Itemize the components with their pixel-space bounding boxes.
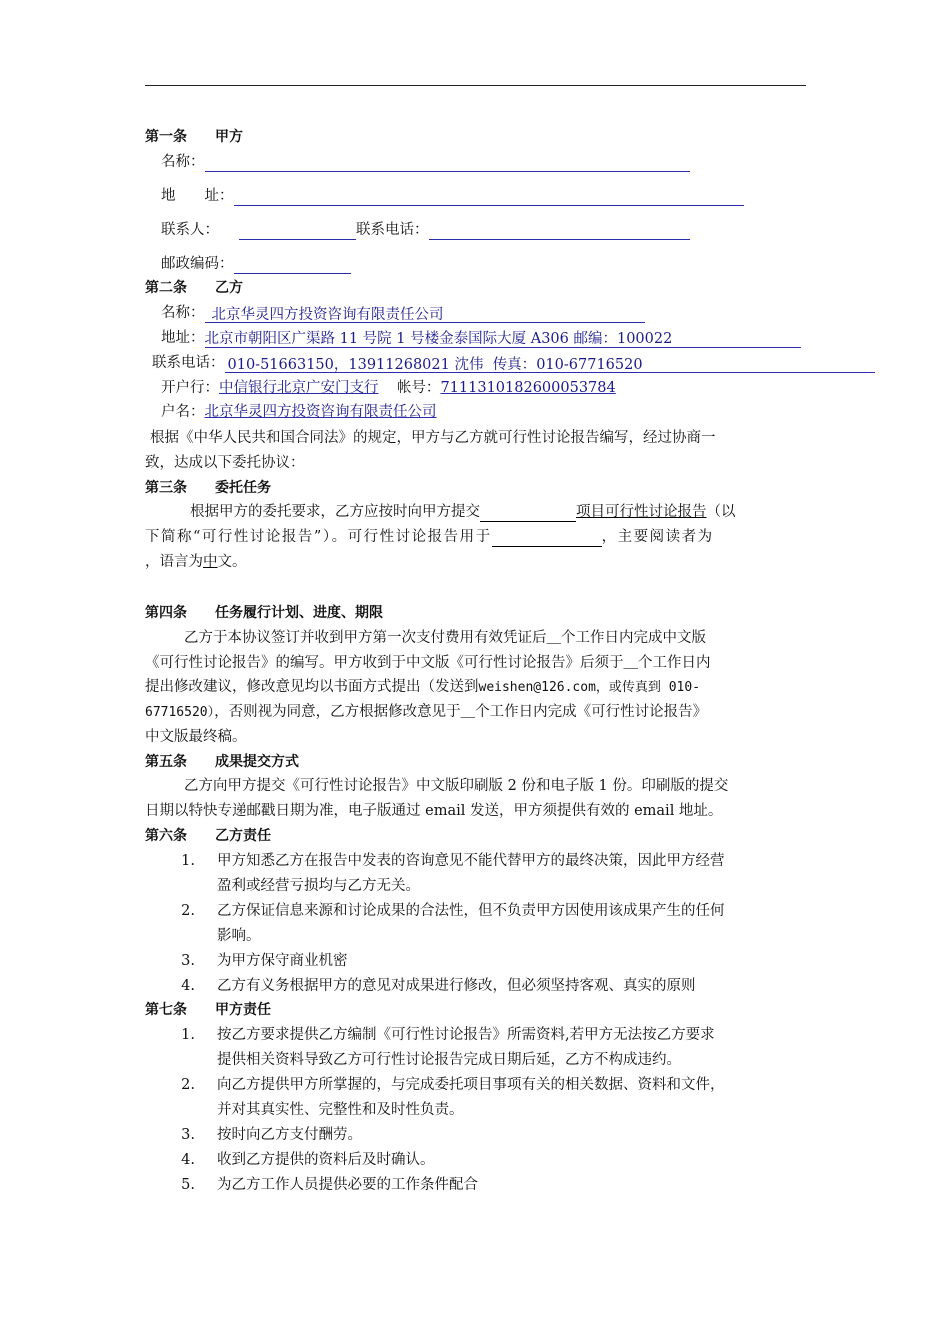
party-a-contact-field[interactable] <box>239 221 356 240</box>
article-3-line-2 <box>145 527 714 547</box>
party-b-holder-value: 北京华灵四方投资咨询有限责任公司 <box>204 404 437 420</box>
article-3-line-3 <box>145 552 247 572</box>
list-item: 为甲方保守商业机密 <box>217 953 348 969</box>
list-item-continued: 影响。 <box>217 928 261 944</box>
list-item: 甲方知悉乙方在报告中发表的咨询意见不能代替甲方的最终决策，因此甲方经营 <box>217 853 725 869</box>
article-3-line-1 <box>190 502 736 522</box>
party-a-address-row <box>161 186 744 206</box>
list-number: 1. <box>181 1027 195 1043</box>
article-4-line-2: 《可行性讨论报告》的编写。甲方收到于中文版《可行性讨论报告》后须于＿个工作日内 <box>145 655 711 671</box>
list-item: 按时向乙方支付酬劳。 <box>217 1127 362 1143</box>
article-4-line-4 <box>145 702 707 723</box>
article-3-text: （以 <box>706 504 736 520</box>
list-item-continued: 并对其真实性、完整性和及时性负责。 <box>217 1102 464 1118</box>
party-b-holder-label: 户名： <box>161 404 205 420</box>
party-b-address-row <box>161 328 801 348</box>
party-a-postcode-row <box>161 254 351 274</box>
article-4-line-3 <box>145 677 700 698</box>
party-a-name-field[interactable] <box>205 153 690 172</box>
party-a-postcode-field[interactable] <box>234 255 351 274</box>
list-number: 2. <box>181 1077 195 1093</box>
article-3-text: ，语言为 <box>145 554 203 570</box>
list-item: 乙方有义务根据甲方的意见对成果进行修改，但必须坚持客观、真实的原则 <box>217 978 696 994</box>
list-item-continued: 提供相关资料导致乙方可行性讨论报告完成日期后延，乙方不构成违约。 <box>217 1052 681 1068</box>
party-b-name-row <box>161 303 645 323</box>
list-item: 为乙方工作人员提供必要的工作条件配合 <box>217 1177 478 1193</box>
report-purpose-field[interactable] <box>492 528 602 547</box>
list-number: 1. <box>181 853 195 869</box>
party-a-name-label: 名称： <box>161 154 205 170</box>
article-2-title: 第二条 乙方 <box>145 280 243 296</box>
party-b-bank-row <box>161 378 616 398</box>
list-number: 4. <box>181 978 195 994</box>
party-b-name-value: 北京华灵四方投资咨询有限责任公司 <box>205 305 645 323</box>
article-4-line-5: 中文版最终稿。 <box>145 729 247 745</box>
article-3-text: 根据甲方的委托要求，乙方应按时向甲方提交 <box>190 504 480 520</box>
party-b-address-value: 北京市朝阳区广渠路 11 号院 1 号楼金泰国际大厦 A306 邮编：100022 <box>205 329 801 348</box>
fax-number: 67716520） <box>145 705 215 720</box>
language-value: 中 <box>203 554 218 570</box>
list-number: 4. <box>181 1152 195 1168</box>
party-b-fax-value: 010-67716520 <box>536 357 643 373</box>
article-1-title: 第一条 甲方 <box>145 129 243 145</box>
party-b-holder-row <box>161 402 437 422</box>
header-rule <box>145 85 806 86</box>
party-a-phone-field[interactable] <box>429 221 690 240</box>
article-4-text: ，否则视为同意，乙方根据修改意见于＿个工作日内完成《可行性讨论报告》 <box>214 704 708 720</box>
article-7-title: 第七条 甲方责任 <box>145 1002 271 1018</box>
party-a-address-label: 地 址： <box>161 188 234 204</box>
list-item: 向乙方提供甲方所掌握的，与完成委托项目事项有关的相关数据、资料和文件， <box>217 1077 725 1093</box>
project-name-field[interactable] <box>480 503 576 522</box>
report-name: 项目可行性讨论报告 <box>576 504 707 520</box>
contact-email: weishen@126.com，或传真到 010- <box>478 680 701 695</box>
list-number: 5. <box>181 1177 195 1193</box>
party-a-postcode-label: 邮政编码： <box>161 256 234 272</box>
party-b-bank-value: 中信银行北京广安门支行 <box>219 380 379 396</box>
list-item: 收到乙方提供的资料后及时确认。 <box>217 1152 435 1168</box>
party-b-bank-label: 开户行： <box>161 380 219 396</box>
list-number: 3. <box>181 1127 195 1143</box>
party-b-phone-value: 010-51663150，13911268021 沈伟 <box>227 357 484 373</box>
article-5-line-1: 乙方向甲方提交《可行性讨论报告》中文版印刷版 2 份和电子版 1 份。印刷版的提交 <box>184 778 729 794</box>
article-5-line-2: 日期以特快专递邮戳日期为准，电子版通过 email 发送，甲方须提供有效的 email 地址。 <box>145 803 723 819</box>
list-item: 按乙方要求提供乙方编制《可行性讨论报告》所需资料,若甲方无法按乙方要求 <box>217 1027 715 1043</box>
article-3-title: 第三条 委托任务 <box>145 480 271 496</box>
list-number: 3. <box>181 953 195 969</box>
intro-line-2: 致，达成以下委托协议： <box>145 455 305 471</box>
article-6-title: 第六条 乙方责任 <box>145 828 271 844</box>
party-b-fax-label: 传真： <box>492 357 537 373</box>
article-4-text: 提出修改建议，修改意见均以书面方式提出（发送到 <box>145 679 479 695</box>
party-b-address-label: 地址： <box>161 330 205 346</box>
article-5-title: 第五条 成果提交方式 <box>145 754 299 770</box>
party-b-phone-label: 联系电话： <box>152 355 225 371</box>
article-4-line-1: 乙方于本协议签订并收到甲方第一次支付费用有效凭证后＿个工作日内完成中文版 <box>184 630 706 646</box>
list-number: 2. <box>181 903 195 919</box>
intro-line-1: 根据《中华人民共和国合同法》的规定，甲方与乙方就可行性讨论报告编写，经过协商一 <box>150 430 716 446</box>
party-b-name-label: 名称： <box>161 305 205 321</box>
party-b-phone-row <box>152 353 875 373</box>
article-3-text: 下简称“可行性讨论报告”）。可行性讨论报告用于 <box>145 529 492 545</box>
party-b-account-value: 7111310182600053784 <box>440 380 616 396</box>
article-4-title: 第四条 任务履行计划、进度、期限 <box>145 605 383 621</box>
party-a-contact-label: 联系人： <box>161 222 219 238</box>
party-a-contact-row <box>161 220 690 240</box>
party-a-name-row <box>161 152 690 172</box>
article-3-text: ，主要阅读者为 <box>601 529 714 545</box>
party-b-account-label: 帐号： <box>396 380 441 396</box>
party-a-phone-label: 联系电话： <box>356 222 429 238</box>
list-item-continued: 盈利或经营亏损均与乙方无关。 <box>217 878 420 894</box>
list-item: 乙方保证信息来源和讨论成果的合法性，但不负责甲方因使用该成果产生的任何 <box>217 903 725 919</box>
article-3-text: 文。 <box>217 554 247 570</box>
party-a-address-field[interactable] <box>234 187 744 206</box>
